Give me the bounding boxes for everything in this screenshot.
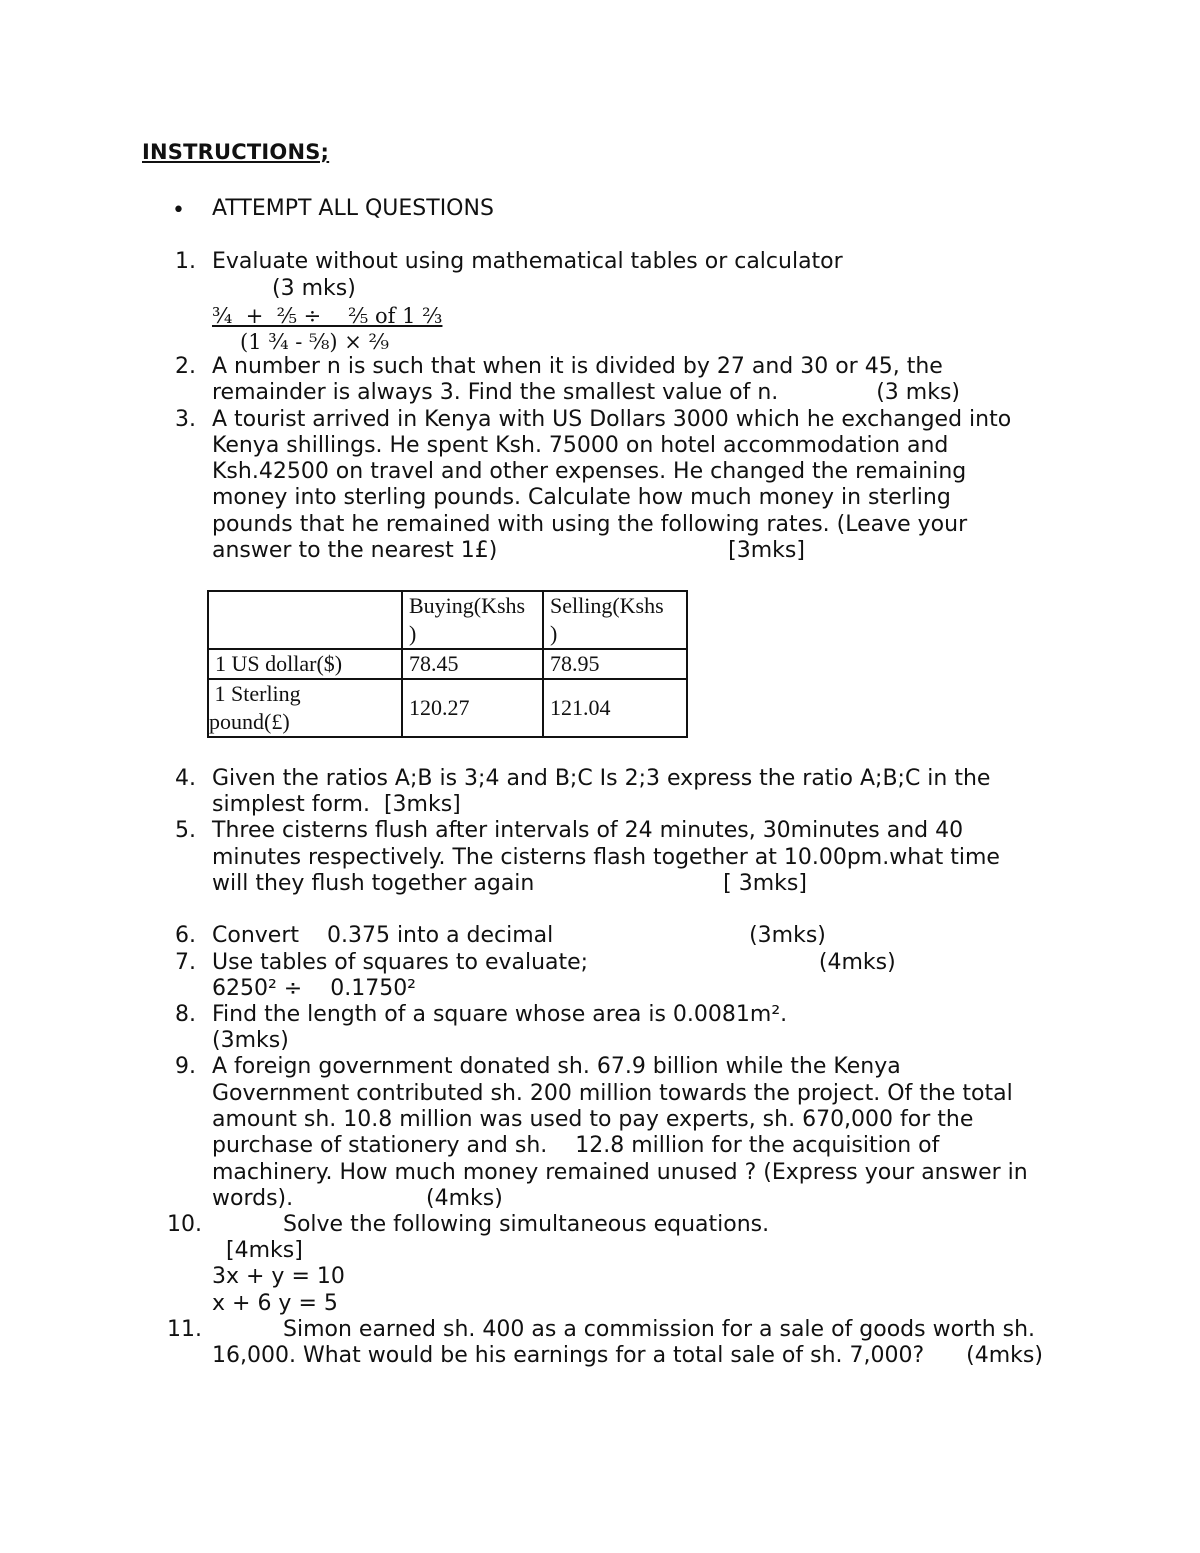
table-cell	[208, 591, 402, 649]
question-number: 2.	[175, 354, 196, 379]
question-text: Government contributed sh. 200 million towards the project. Of the total	[212, 1081, 1013, 1106]
selling-value: 121.04	[550, 695, 611, 720]
question-number: 6.	[175, 923, 196, 948]
row-label: 1 Sterling pound(£)	[209, 681, 301, 734]
question-number: 3.	[175, 407, 196, 432]
question-text: will they flush together again [ 3mks]	[212, 871, 807, 896]
question-text: pounds that he remained with using the following rates. (Leave your	[212, 512, 968, 537]
table-header-cell	[543, 591, 687, 649]
bullet-icon: •	[172, 198, 185, 223]
question-text: Simon earned sh. 400 as a commission for a sale of goods worth sh.	[283, 1317, 1036, 1342]
question-marks: (3 mks)	[272, 276, 356, 301]
question-text: Given the ratios A;B is 3;4 and B;C Is 2;3 express the ratio A;B;C in the	[212, 766, 991, 791]
question-text: machinery. How much money remained unused ? (Express your answer in	[212, 1160, 1028, 1185]
question-text: A tourist arrived in Kenya with US Dollars 3000 which he exchanged into	[212, 407, 1012, 432]
table-header-selling: Selling(Kshs )	[550, 593, 664, 646]
table-row	[208, 679, 687, 737]
question-text: 16,000. What would be his earnings for a total sale of sh. 7,000? (4mks)	[212, 1343, 1043, 1368]
table-cell	[543, 679, 687, 737]
row-label: 1 US dollar($)	[215, 651, 343, 676]
question-text: minutes respectively. The cisterns flash together at 10.00pm.what time	[212, 845, 1000, 870]
question-number: 11.	[167, 1317, 202, 1342]
question-text: Convert 0.375 into a decimal (3mks)	[212, 923, 826, 948]
question-text: remainder is always 3. Find the smallest value of n. (3 mks)	[212, 380, 960, 405]
exchange-rates-table	[207, 590, 688, 738]
instruction-attempt-all: ATTEMPT ALL QUESTIONS	[212, 196, 494, 221]
table-cell	[543, 649, 687, 679]
question-text: Solve the following simultaneous equations.	[283, 1212, 770, 1237]
question-number: 9.	[175, 1054, 196, 1079]
table-cell	[402, 679, 543, 737]
question-text: simplest form. [3mks]	[212, 792, 461, 817]
fraction-denominator: (1 ¾ - ⁵⁄₈) × ²⁄₉	[240, 330, 389, 354]
question-text: Find the length of a square whose area is 0.0081m².	[212, 1002, 788, 1027]
table-cell	[402, 649, 543, 679]
question-number: 1.	[175, 249, 196, 274]
question-text: Use tables of squares to evaluate; (4mks)	[212, 950, 896, 975]
question-number: 10.	[167, 1212, 202, 1237]
table-header-cell	[402, 591, 543, 649]
instructions-heading: INSTRUCTIONS;	[142, 140, 330, 164]
question-number: 7.	[175, 950, 196, 975]
question-number: 4.	[175, 766, 196, 791]
question-text: A foreign government donated sh. 67.9 billion while the Kenya	[212, 1054, 901, 1079]
question-text: Kenya shillings. He spent Ksh. 75000 on hotel accommodation and	[212, 433, 949, 458]
table-header-buying: Buying(Kshs )	[409, 593, 526, 646]
table-row	[208, 649, 687, 679]
question-text: purchase of stationery and sh. 12.8 million for the acquisition of	[212, 1133, 940, 1158]
question-number: 8.	[175, 1002, 196, 1027]
buying-value: 120.27	[409, 695, 470, 720]
equation-2: x + 6 y = 5	[212, 1291, 338, 1316]
question-text: answer to the nearest 1£) [3mks]	[212, 538, 805, 563]
question-marks: [4mks]	[226, 1238, 303, 1263]
question-number: 5.	[175, 818, 196, 843]
question-text: money into sterling pounds. Calculate how much money in sterling	[212, 485, 951, 510]
fraction-numerator: ¾ + ²⁄₅ ÷ ²⁄₅ of 1 ²⁄₃	[212, 304, 443, 328]
table-cell	[208, 649, 402, 679]
question-text: amount sh. 10.8 million was used to pay experts, sh. 670,000 for the	[212, 1107, 974, 1132]
question-text: A number n is such that when it is divided by 27 and 30 or 45, the	[212, 354, 943, 379]
question-marks: (3mks)	[212, 1028, 289, 1053]
question-text: 6250² ÷ 0.1750²	[212, 976, 417, 1001]
selling-value: 78.95	[550, 651, 600, 676]
buying-value: 78.45	[409, 651, 459, 676]
question-text: Ksh.42500 on travel and other expenses. He changed the remaining	[212, 459, 967, 484]
table-cell	[208, 679, 402, 737]
question-text: Evaluate without using mathematical tables or calculator	[212, 249, 843, 274]
question-text: words). (4mks)	[212, 1186, 503, 1211]
table-row	[208, 591, 687, 649]
equation-1: 3x + y = 10	[212, 1264, 345, 1289]
question-text: Three cisterns flush after intervals of 24 minutes, 30minutes and 40	[212, 818, 964, 843]
